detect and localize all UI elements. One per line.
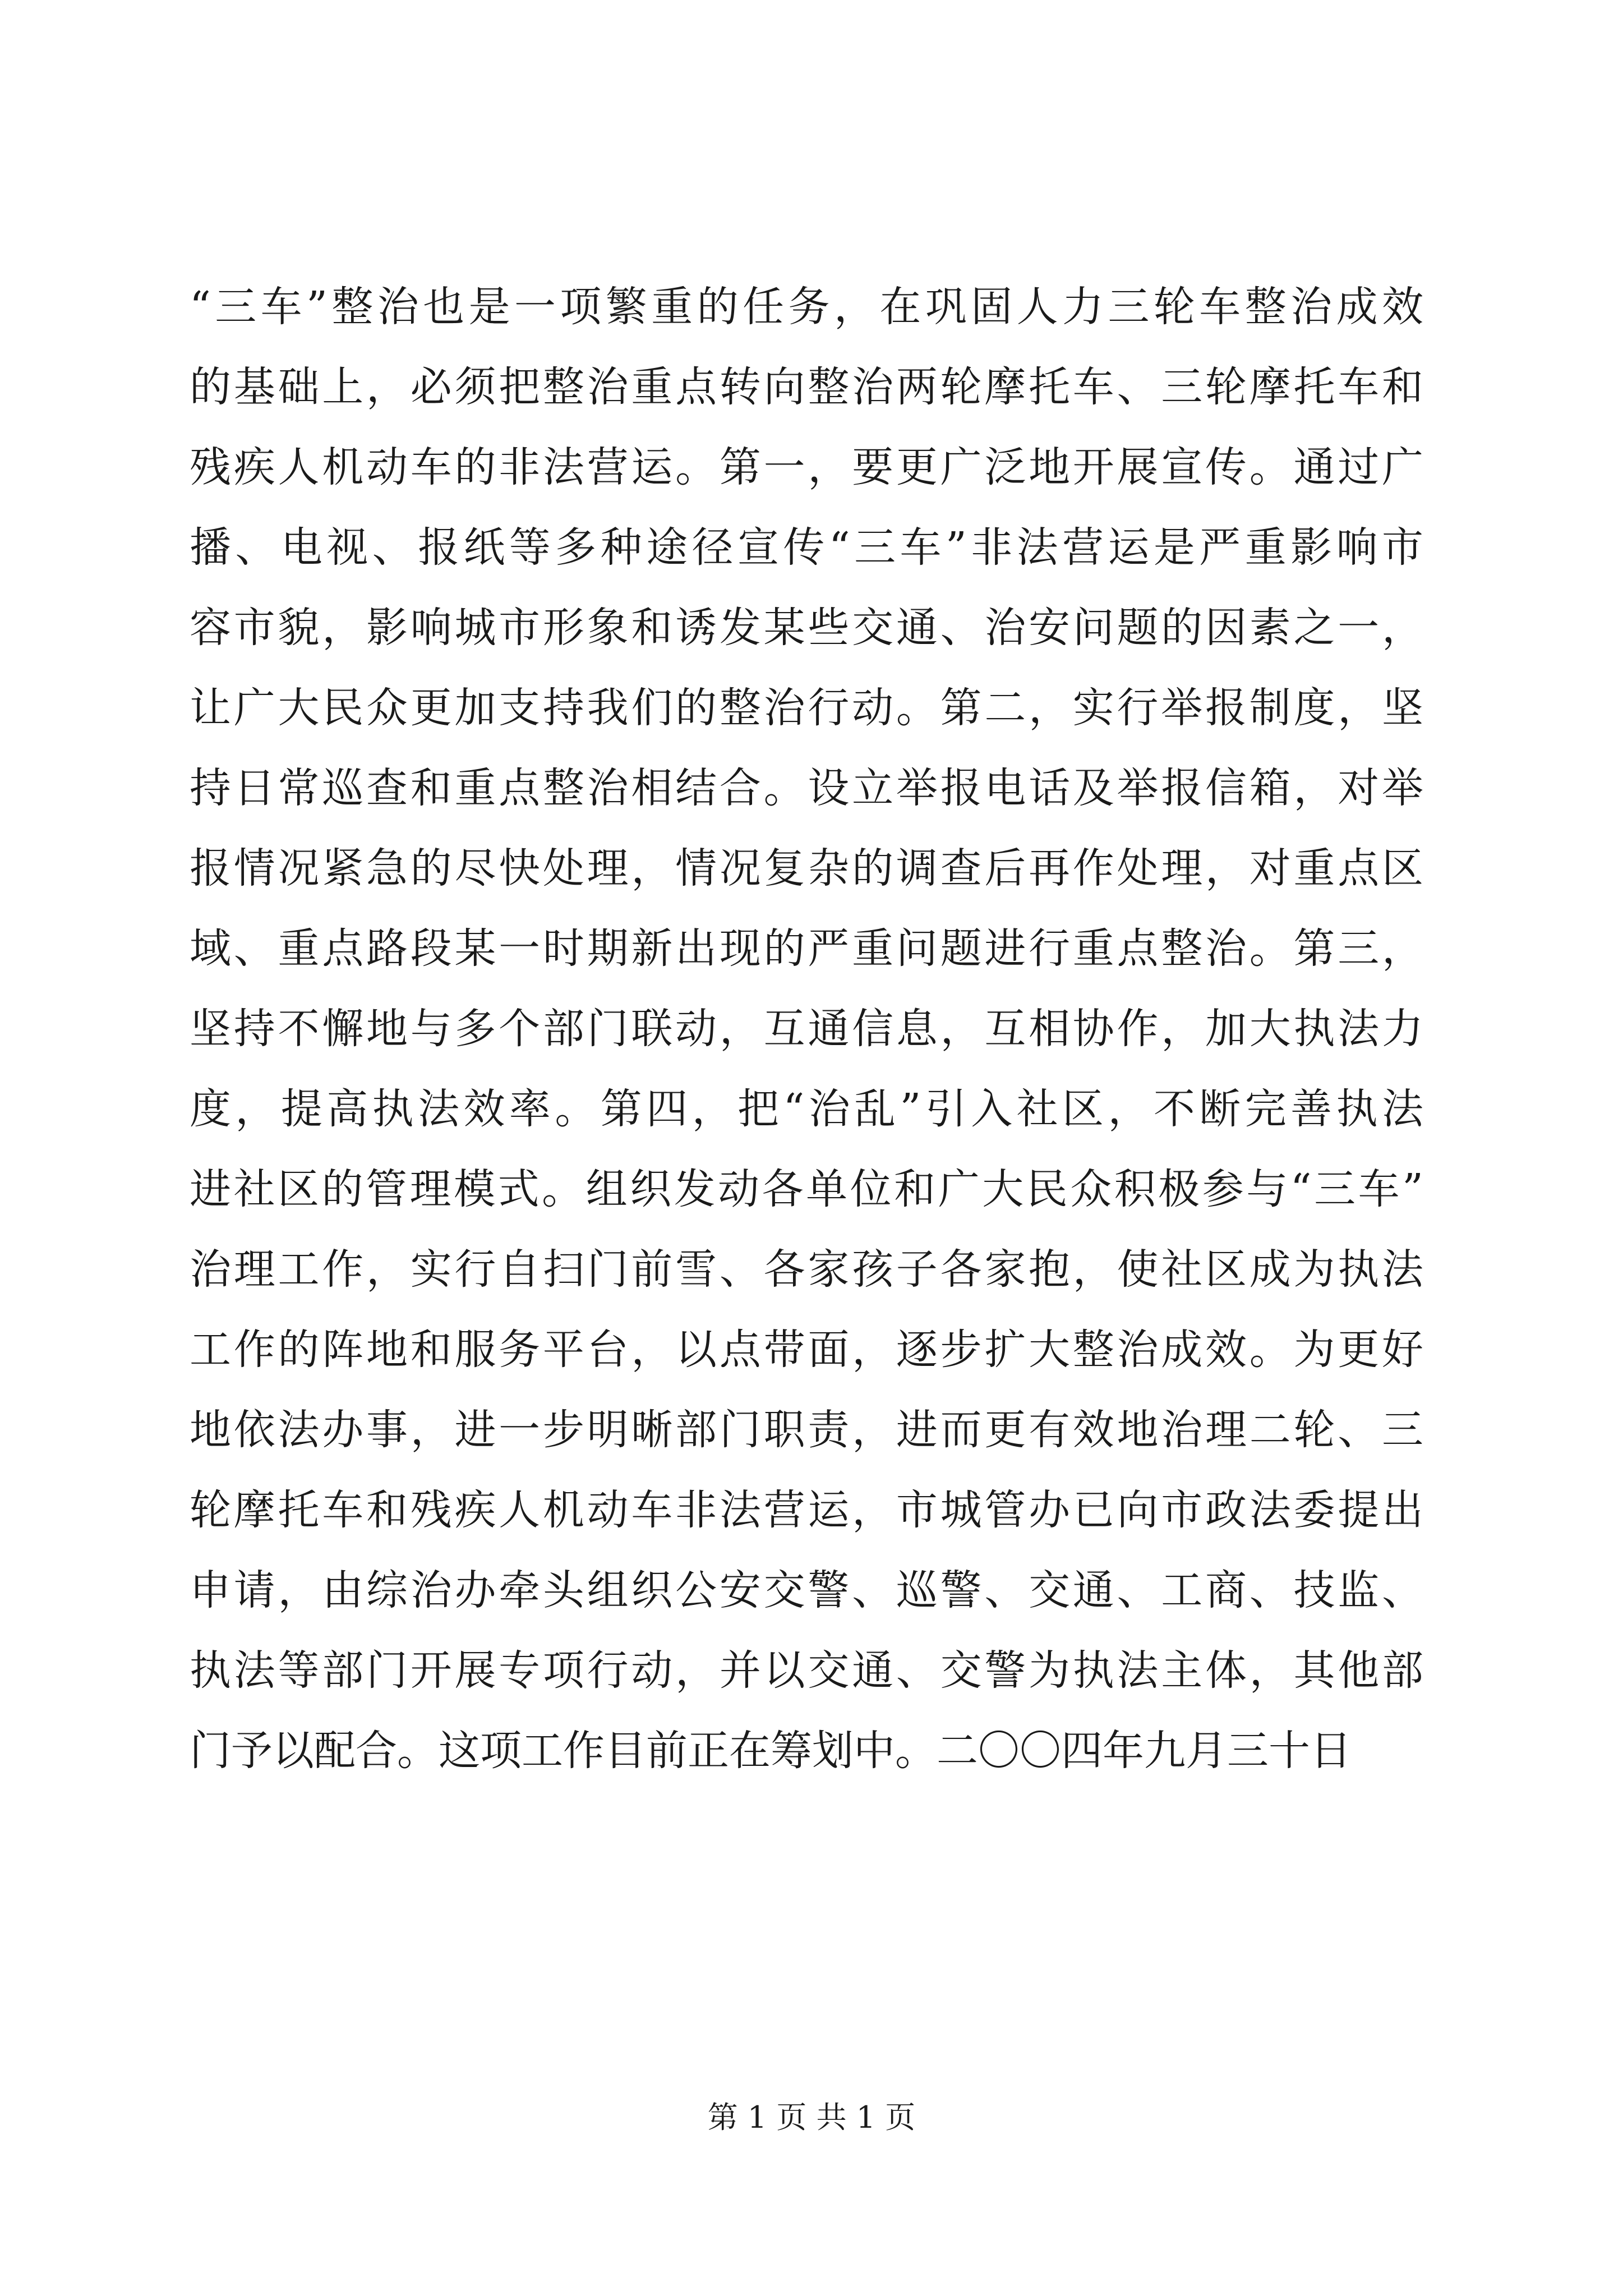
text-line: 坚持不懈地与多个部门联动，互通信息，互相协作，加大执法力 [190, 1005, 1423, 1053]
text-line: 门予以配合。这项工作目前正在筹划中。二〇〇四年九月三十日 [190, 1727, 1352, 1775]
text-line: “三车”整治也是一项繁重的任务，在巩固人力三轮车整治成效 [190, 283, 1423, 331]
text-line: 度，提高执法效率。第四，把“治乱”引入社区，不断完善执法 [190, 1085, 1423, 1133]
text-line: 让广大民众更加支持我们的整治行动。第二，实行举报制度，坚 [190, 684, 1423, 732]
body-paragraph [190, 267, 1423, 1791]
text-line: 进社区的管理模式。组织发动各单位和广大民众积极参与“三车” [190, 1165, 1423, 1213]
text-line: 域、重点路段某一时期新出现的严重问题进行重点整治。第三， [190, 924, 1423, 973]
text-line: 容市貌，影响城市形象和诱发某些交通、治安问题的因素之一， [190, 604, 1423, 652]
text-line: 播、电视、报纸等多种途径宣传“三车”非法营运是严重影响市 [190, 523, 1423, 572]
text-line: 轮摩托车和残疾人机动车非法营运，市城管办已向市政法委提出 [190, 1486, 1423, 1534]
text-line: 执法等部门开展专项行动，并以交通、交警为执法主体，其他部 [190, 1646, 1423, 1695]
page-number-footer: 第 1 页 共 1 页 [707, 2100, 916, 2135]
text-line: 的基础上，必须把整治重点转向整治两轮摩托车、三轮摩托车和 [190, 363, 1423, 411]
text-line: 地依法办事，进一步明晰部门职责，进而更有效地治理二轮、三 [190, 1406, 1423, 1454]
text-line: 申请，由综治办牵头组织公安交警、巡警、交通、工商、技监、 [190, 1566, 1423, 1614]
text-line: 持日常巡查和重点整治相结合。设立举报电话及举报信箱，对举 [190, 764, 1423, 812]
text-line: 残疾人机动车的非法营运。第一，要更广泛地开展宣传。通过广 [190, 443, 1423, 491]
text-line: 工作的阵地和服务平台，以点带面，逐步扩大整治成效。为更好 [190, 1326, 1423, 1374]
text-line: 报情况紧急的尽快处理，情况复杂的调查后再作处理，对重点区 [190, 844, 1423, 892]
text-line: 治理工作，实行自扫门前雪、各家孩子各家抱，使社区成为执法 [190, 1245, 1423, 1294]
